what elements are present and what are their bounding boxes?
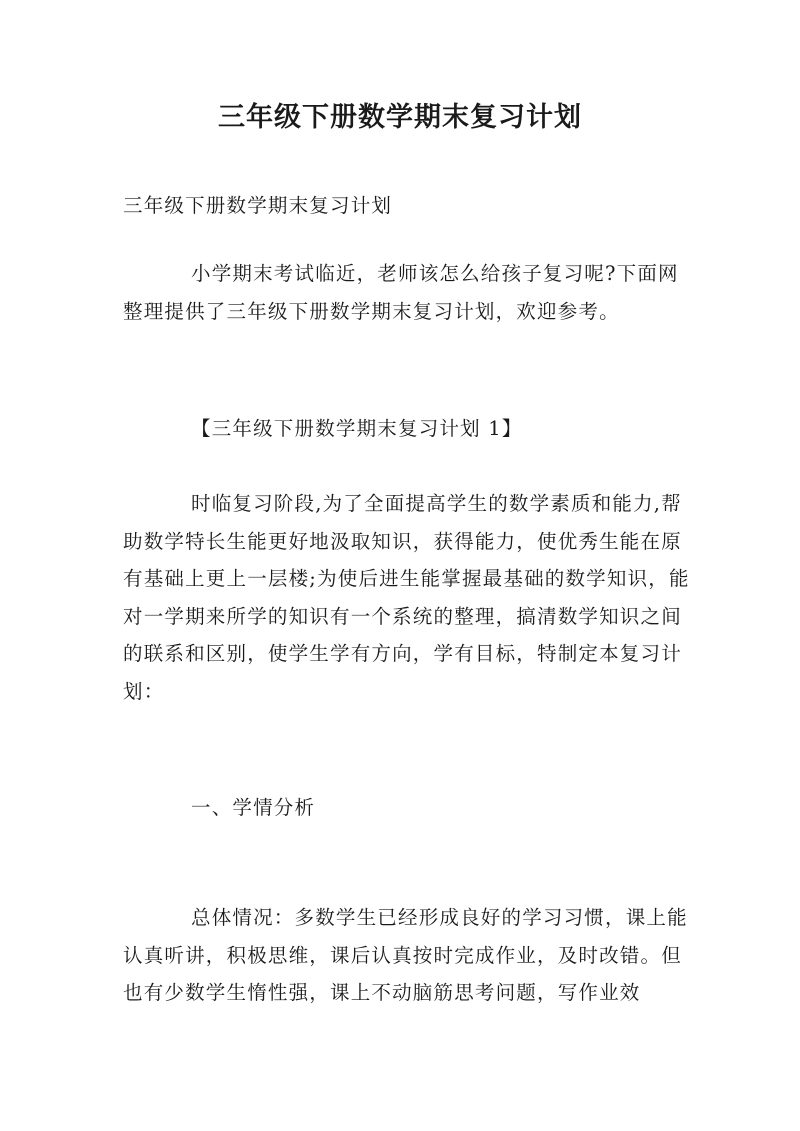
document-title: 三年级下册数学期末复习计划 — [218, 102, 582, 133]
document-subtitle: 三年级下册数学期末复习计划 — [123, 194, 393, 217]
section-heading: 【三年级下册数学期末复习计划 1】 — [191, 417, 523, 440]
heading-learning-analysis: 一、学情分析 — [191, 796, 316, 819]
body-paragraph-1: 时临复习阶段,为了全面提高学生的数学素质和能力,帮助数学特长生能更好地汲取知识，获得能力，使优秀生能在原有基础上更上一层楼;为使后进生能掌握最基础的数学知识，能对一学期来所学的知识有一个系统的整理，搞清数学知识之间的联系和区别，使学生学有方向，学有目标，特制定本复习计划： — [123, 492, 690, 703]
body-paragraph-2: 总体情况：多数学生已经形成良好的学习习惯，课上能认真听讲，积极思维，课后认真按时完成作业，及时改错。但也有少数学生惰性强，课上不动脑筋思考问题，写作业效 — [123, 906, 688, 1004]
intro-paragraph: 小学期末考试临近，老师该怎么给孩子复习呢?下面网整理提供了三年级下册数学期末复习计划，欢迎参考。 — [123, 262, 679, 323]
